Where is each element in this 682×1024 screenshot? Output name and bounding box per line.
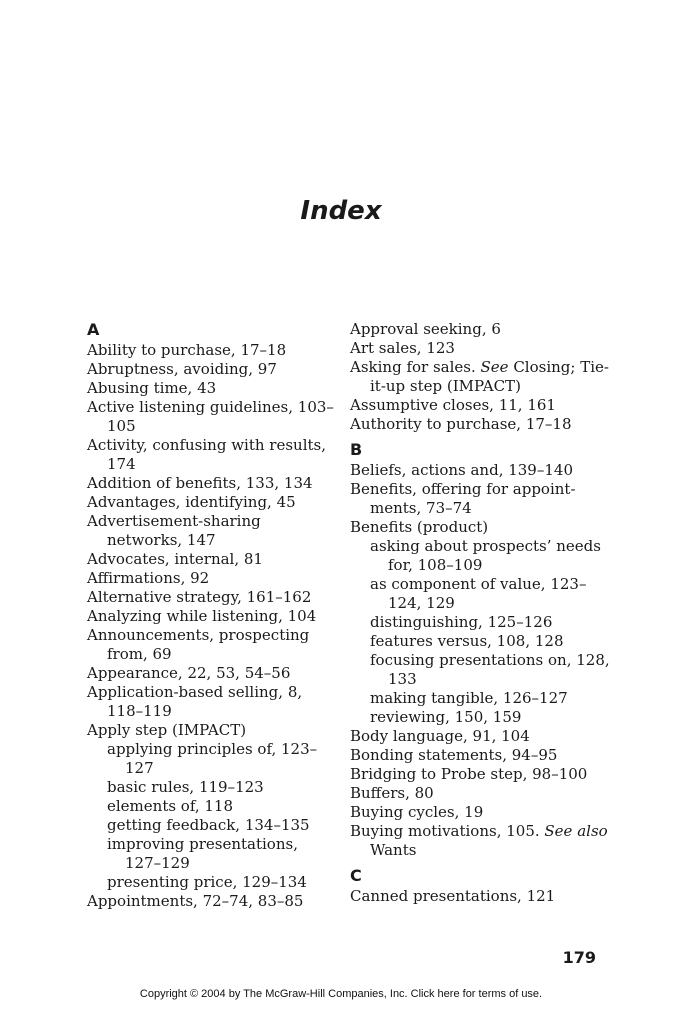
index-entry: Apply step (IMPACT) xyxy=(87,721,247,739)
index-entry: Body language, 91, 104 xyxy=(350,727,530,745)
index-subentry: making tangible, 126–127 xyxy=(370,689,568,707)
index-entry-buying-motivations xyxy=(350,822,610,860)
index-entry: Addition of benefits, 133, 134 xyxy=(87,474,313,492)
copyright-link[interactable]: Copyright © 2004 by The McGraw-Hill Companies, Inc. Click here for terms of use. xyxy=(139,988,543,1000)
see-also-reference: See also xyxy=(544,822,608,840)
entry-text: Asking for sales. xyxy=(350,358,481,376)
index-entry: Art sales, 123 xyxy=(350,339,455,357)
section-letter-a: A xyxy=(87,320,100,339)
index-entry: Canned presentations, 121 xyxy=(350,887,556,905)
index-entry: Activity, confusing with results, 174 xyxy=(87,436,326,473)
index-column-right xyxy=(350,320,610,906)
index-entry-asking xyxy=(350,358,610,396)
index-subentry: reviewing, 150, 159 xyxy=(370,708,522,726)
index-entry: Bonding statements, 94–95 xyxy=(350,746,558,764)
index-entry: Analyzing while listening, 104 xyxy=(87,607,317,625)
index-entry: Active listening guidelines, 103–105 xyxy=(87,398,334,435)
index-entry: Ability to purchase, 17–18 xyxy=(87,341,287,359)
index-entry: Benefits (product) xyxy=(350,518,489,536)
index-subentry: features versus, 108, 128 xyxy=(370,632,564,650)
index-subentry: focusing presentations on, 128, 133 xyxy=(370,651,610,688)
index-entry: Alternative strategy, 161–162 xyxy=(87,588,312,606)
index-subentry: basic rules, 119–123 xyxy=(107,778,264,796)
see-reference: See xyxy=(480,358,509,376)
section-letter-c: C xyxy=(350,866,362,885)
index-subentry: elements of, 118 xyxy=(107,797,234,815)
index-subentry: as component of value, 123–124, 129 xyxy=(370,575,587,612)
index-entry: Buffers, 80 xyxy=(350,784,434,802)
entry-text: Closing; Tie-it-up step (IMPACT) xyxy=(370,358,609,395)
index-entry: Authority to purchase, 17–18 xyxy=(350,415,572,433)
index-entry: Buying cycles, 19 xyxy=(350,803,484,821)
index-subentry: asking about prospects’ needs for, 108–109 xyxy=(370,537,601,574)
index-subentry: applying principles of, 123–127 xyxy=(107,740,318,777)
page-title: Index xyxy=(300,196,382,226)
index-entry: Advantages, identifying, 45 xyxy=(87,493,296,511)
entry-text: Wants xyxy=(370,841,417,859)
index-entry: Affirmations, 92 xyxy=(87,569,210,587)
page-number: 179 xyxy=(562,948,596,967)
index-entry: Bridging to Probe step, 98–100 xyxy=(350,765,588,783)
index-subentry: improving presentations, 127–129 xyxy=(107,835,298,872)
entry-text: Buying motivations, 105. xyxy=(350,822,545,840)
index-entry: Assumptive closes, 11, 161 xyxy=(350,396,556,414)
index-subentry: presenting price, 129–134 xyxy=(107,873,307,891)
index-entry: Appointments, 72–74, 83–85 xyxy=(87,892,304,910)
index-entry: Advocates, internal, 81 xyxy=(87,550,263,568)
index-entry: Beliefs, actions and, 139–140 xyxy=(350,461,573,479)
index-column-left xyxy=(87,320,337,911)
index-entry: Approval seeking, 6 xyxy=(350,320,501,338)
index-entry: Abusing time, 43 xyxy=(87,379,217,397)
index-subentry: distinguishing, 125–126 xyxy=(370,613,553,631)
index-entry: Benefits, offering for appoint- ments, 73–74 xyxy=(350,480,576,517)
index-subentry: getting feedback, 134–135 xyxy=(107,816,310,834)
index-entry: Application-based selling, 8, 118–119 xyxy=(87,683,303,720)
index-entry: Announcements, prospecting from, 69 xyxy=(87,626,310,663)
section-letter-b: B xyxy=(350,440,363,459)
index-entry: Advertisement-sharing networks, 147 xyxy=(87,512,261,549)
index-entry: Abruptness, avoiding, 97 xyxy=(87,360,277,378)
index-entry: Appearance, 22, 53, 54–56 xyxy=(87,664,291,682)
